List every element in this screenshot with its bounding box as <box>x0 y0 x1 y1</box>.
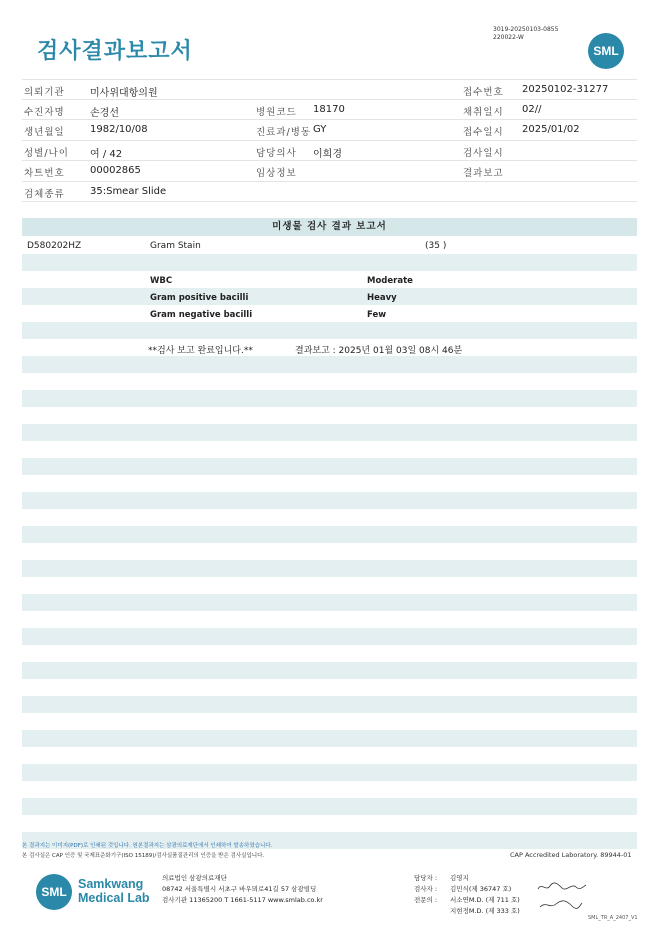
row-stripe <box>22 322 637 339</box>
form-version: SML_TR_A_2407_V1 <box>588 915 638 921</box>
result-item-name: Gram negative bacilli <box>150 310 253 320</box>
info-label: 임상정보 <box>256 168 297 179</box>
sml-logo: SML <box>588 33 624 69</box>
info-row <box>22 120 637 141</box>
info-value: 18170 <box>313 103 345 115</box>
row-stripe <box>22 662 637 679</box>
row-stripe <box>22 424 637 441</box>
row-stripe <box>22 798 637 815</box>
result-item-name: Gram positive bacilli <box>150 293 249 303</box>
row-stripe <box>22 254 637 271</box>
result-item-value: Heavy <box>367 293 397 303</box>
org-info: 의료법인 삼광의료재단 08742 서울특별시 서초구 바우뫼로41길 57 삼광빌딩 검사기관 11365200 T 1661-5117 www.smlab.co.kr <box>162 874 323 904</box>
info-row <box>22 79 637 100</box>
info-row <box>22 161 637 182</box>
info-label: 검사일시 <box>463 147 504 159</box>
test-count: (35 ) <box>425 241 447 251</box>
info-label: 검체종류 <box>24 188 65 200</box>
info-value: 00002865 <box>90 165 141 176</box>
row-stripe <box>22 492 637 509</box>
row-stripe <box>22 458 637 475</box>
info-label: 성별/나이 <box>24 147 69 159</box>
info-label: 병원코드 <box>256 106 297 118</box>
footer-logo: SML <box>36 874 72 910</box>
info-value: GY <box>313 124 327 135</box>
row-stripe <box>22 560 637 577</box>
test-name: Gram Stain <box>150 241 201 251</box>
report-complete-note: **검사 보고 완료입니다.** <box>148 346 253 356</box>
row-stripe <box>22 696 637 713</box>
info-label: 생년월일 <box>24 127 65 138</box>
info-value: 35:Smear Slide <box>90 185 167 197</box>
row-stripe <box>22 526 637 543</box>
footer-brand: Samkwang Medical Lab <box>78 877 150 905</box>
info-value: 20250102-31277 <box>522 84 609 95</box>
info-label: 결과보고 <box>463 168 504 179</box>
row-stripe <box>22 356 637 373</box>
info-label: 담당의사 <box>256 147 297 159</box>
info-value: 2025/01/02 <box>522 124 580 135</box>
info-row <box>22 100 637 121</box>
info-row <box>22 141 637 162</box>
row-stripe <box>22 628 637 645</box>
info-row <box>22 182 637 203</box>
row-stripe <box>22 390 637 407</box>
document-code: 3019-20250103-0855 220022-W <box>493 26 559 41</box>
info-value: 손경선 <box>90 107 119 119</box>
info-value: 02// <box>522 103 542 115</box>
patient-info-table <box>22 79 637 202</box>
page-title: 검사결과보고서 <box>37 39 193 64</box>
test-code: D580202HZ <box>27 241 82 251</box>
info-label: 진료과/병동 <box>256 127 312 138</box>
signature-image <box>536 880 588 894</box>
info-label: 접수일시 <box>463 127 504 138</box>
staff-list: 담당자 : 김영지 검사자 : 김민식(제 36747 호) 전문의 : 서소연M.D. (제 711 호) 지현정M.D. (제 333 호) <box>414 874 520 915</box>
row-stripe <box>22 594 637 611</box>
result-item-value: Few <box>367 310 387 320</box>
result-item-name: WBC <box>150 276 173 286</box>
report-time: 결과보고 : 2025년 01월 03일 08시 46분 <box>295 346 463 356</box>
footer-note: 본 검사실은 CAP 인증 및 국제표준화기구(ISO 15189)/검사실품질관리의 인증을 받은 검사실입니다. <box>22 853 265 859</box>
section-title: 미생물 검사 결과 보고서 <box>22 218 637 236</box>
info-label: 의뢰기관 <box>24 87 65 98</box>
info-label: 채취일시 <box>463 106 504 118</box>
info-label: 수진자명 <box>24 106 65 118</box>
info-value: 1982/10/08 <box>90 124 148 135</box>
info-value: 미사위대항의원 <box>90 88 158 99</box>
info-value: 이희경 <box>313 148 342 160</box>
signature-image <box>538 897 584 911</box>
footer-note: 본 결과지는 이미지(PDF)로 인쇄된 것입니다. 원본결과지는 삼광의료재단에서 인쇄하여 발송하였습니다. <box>22 843 273 849</box>
info-label: 차트번호 <box>24 168 65 179</box>
cap-accreditation: CAP Accredited Laboratory. 89944-01 <box>510 851 632 859</box>
info-label: 접수번호 <box>463 87 504 98</box>
info-value: 여 / 42 <box>90 148 123 160</box>
result-item-value: Moderate <box>367 276 413 286</box>
row-stripe <box>22 764 637 781</box>
row-stripe <box>22 288 637 305</box>
row-stripe <box>22 730 637 747</box>
